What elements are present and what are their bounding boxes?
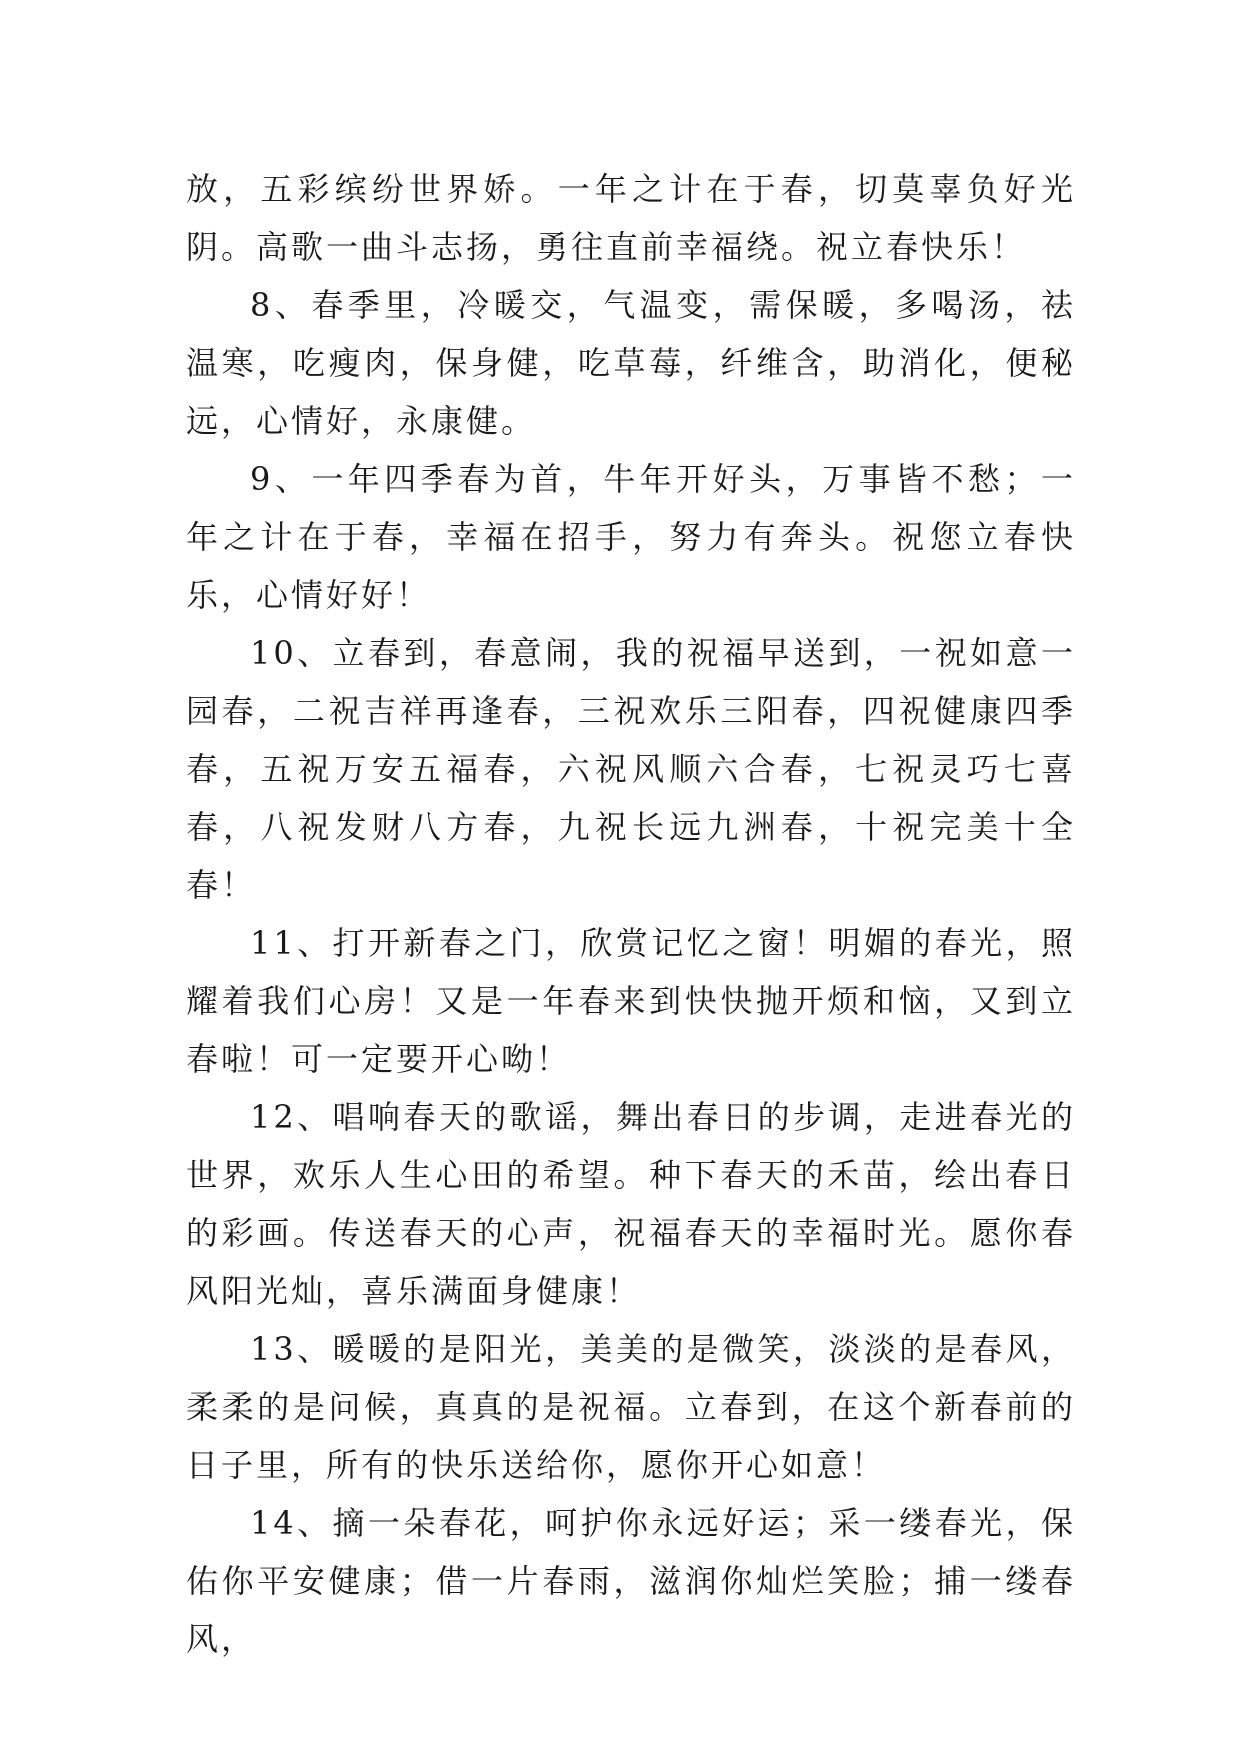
paragraph-item-9: 9、一年四季春为首，牛年开好头，万事皆不愁；一年之计在于春，幸福在招手，努力有奔头。祝您立春快乐，心情好好！ (186, 460, 1076, 614)
paragraph-item-8: 8、春季里，冷暖交，气温变，需保暖，多喝汤，祛温寒，吃瘦肉，保身健，吃草莓，纤维含，助消化，便秘远，心情好，永康健。 (186, 286, 1076, 440)
paragraph-item-11: 11、打开新春之门，欣赏记忆之窗！明媚的春光，照耀着我们心房！又是一年春来到快快抛开烦和恼，又到立春啦！可一定要开心呦！ (186, 924, 1076, 1078)
paragraph-item-14: 14、摘一朵春花，呵护你永远好运；采一缕春光，保佑你平安健康；借一片春雨，滋润你灿烂笑脸；捕一缕春风， (186, 1504, 1076, 1658)
document-body (186, 160, 1076, 1668)
paragraph-item-13: 13、暖暖的是阳光，美美的是微笑，淡淡的是春风，柔柔的是问候，真真的是祝福。立春到，在这个新春前的日子里，所有的快乐送给你，愿你开心如意！ (186, 1330, 1076, 1484)
paragraph-item-10: 10、立春到，春意闹，我的祝福早送到，一祝如意一园春，二祝吉祥再逢春，三祝欢乐三阳春，四祝健康四季春，五祝万安五福春，六祝风顺六合春，七祝灵巧七喜春，八祝发财八方春，九祝长远九洲春，十祝完美十全春！ (186, 634, 1076, 904)
paragraph-item-12: 12、唱响春天的歌谣，舞出春日的步调，走进春光的世界，欢乐人生心田的希望。种下春天的禾苗，绘出春日的彩画。传送春天的心声，祝福春天的幸福时光。愿你春风阳光灿，喜乐满面身健康！ (186, 1098, 1076, 1310)
paragraph-continuation: 放，五彩缤纷世界娇。一年之计在于春，切莫辜负好光阴。高歌一曲斗志扬，勇往直前幸福绕。祝立春快乐！ (186, 170, 1076, 266)
